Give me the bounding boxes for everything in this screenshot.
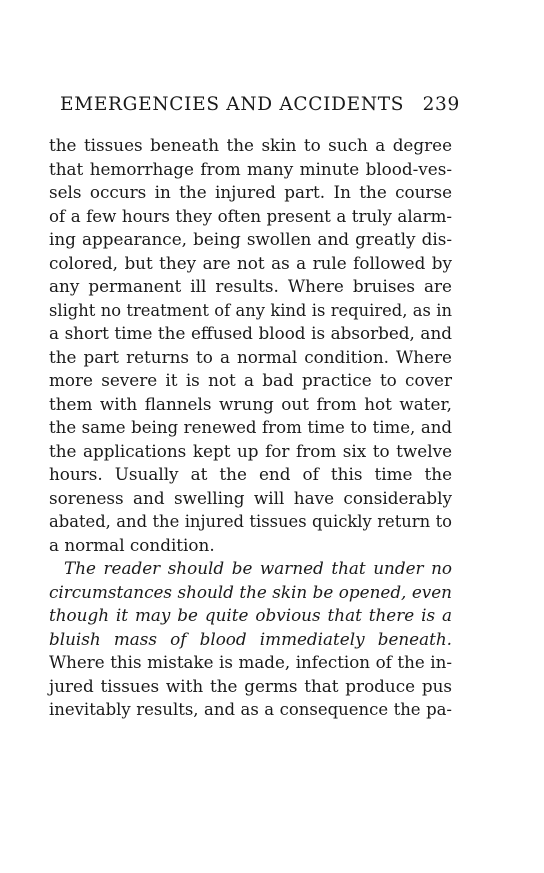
text-line: more severe it is not a bad practice to cover bbox=[49, 370, 452, 390]
text-line: soreness and swelling will have considerably bbox=[49, 487, 452, 508]
text-line: colored, but they are not as a rule followed by bbox=[49, 252, 452, 273]
italic-text-line: The reader should be warned that under no bbox=[64, 558, 452, 578]
italic-text-line: circumstances should the skin be opened, even bbox=[49, 581, 452, 602]
text-line: jured tissues with the germs that produce pus bbox=[49, 675, 452, 696]
text-line: Where this mistake is made, infection of the in- bbox=[49, 652, 452, 672]
text-line: ing appearance, being swollen and greatly dis- bbox=[49, 229, 452, 249]
text-line: that hemorrhage from many minute blood-ves- bbox=[49, 158, 452, 179]
text-line: sels occurs in the injured part. In the course bbox=[49, 182, 452, 202]
running-title: EMERGENCIES AND ACCIDENTS bbox=[60, 94, 405, 115]
text-line: the applications kept up for from six to twelve bbox=[49, 440, 452, 461]
text-line: of a few hours they often present a truly alarm- bbox=[49, 206, 452, 226]
running-header bbox=[60, 93, 460, 117]
text-line: slight no treatment of any kind is required, as in bbox=[49, 300, 452, 320]
text-line: them with flannels wrung out from hot water, bbox=[49, 393, 452, 414]
paragraph-2 bbox=[49, 557, 452, 722]
text-line: hours. Usually at the end of this time the bbox=[49, 464, 452, 484]
text-line: any permanent ill results. Where bruises are bbox=[49, 276, 452, 296]
italic-text-line: bluish mass of blood immediately beneath. bbox=[49, 628, 452, 649]
text-line: the part returns to a normal condition. Where bbox=[49, 346, 452, 367]
paragraph-1 bbox=[49, 134, 452, 557]
text-line: a normal condition. bbox=[49, 534, 215, 555]
text-line: the same being renewed from time to time, and bbox=[49, 418, 452, 437]
text-line: inevitably results, and as a consequence the pa- bbox=[49, 700, 452, 719]
text-line: abated, and the injured tissues quickly return to bbox=[49, 512, 452, 531]
text-line: the tissues beneath the skin to such a degree bbox=[49, 135, 452, 155]
italic-text-line: though it may be quite obvious that there is a bbox=[49, 605, 452, 625]
body-text bbox=[49, 134, 452, 722]
text-line: a short time the effused blood is absorbed, and bbox=[49, 323, 452, 343]
page-number: 239 bbox=[422, 94, 460, 115]
